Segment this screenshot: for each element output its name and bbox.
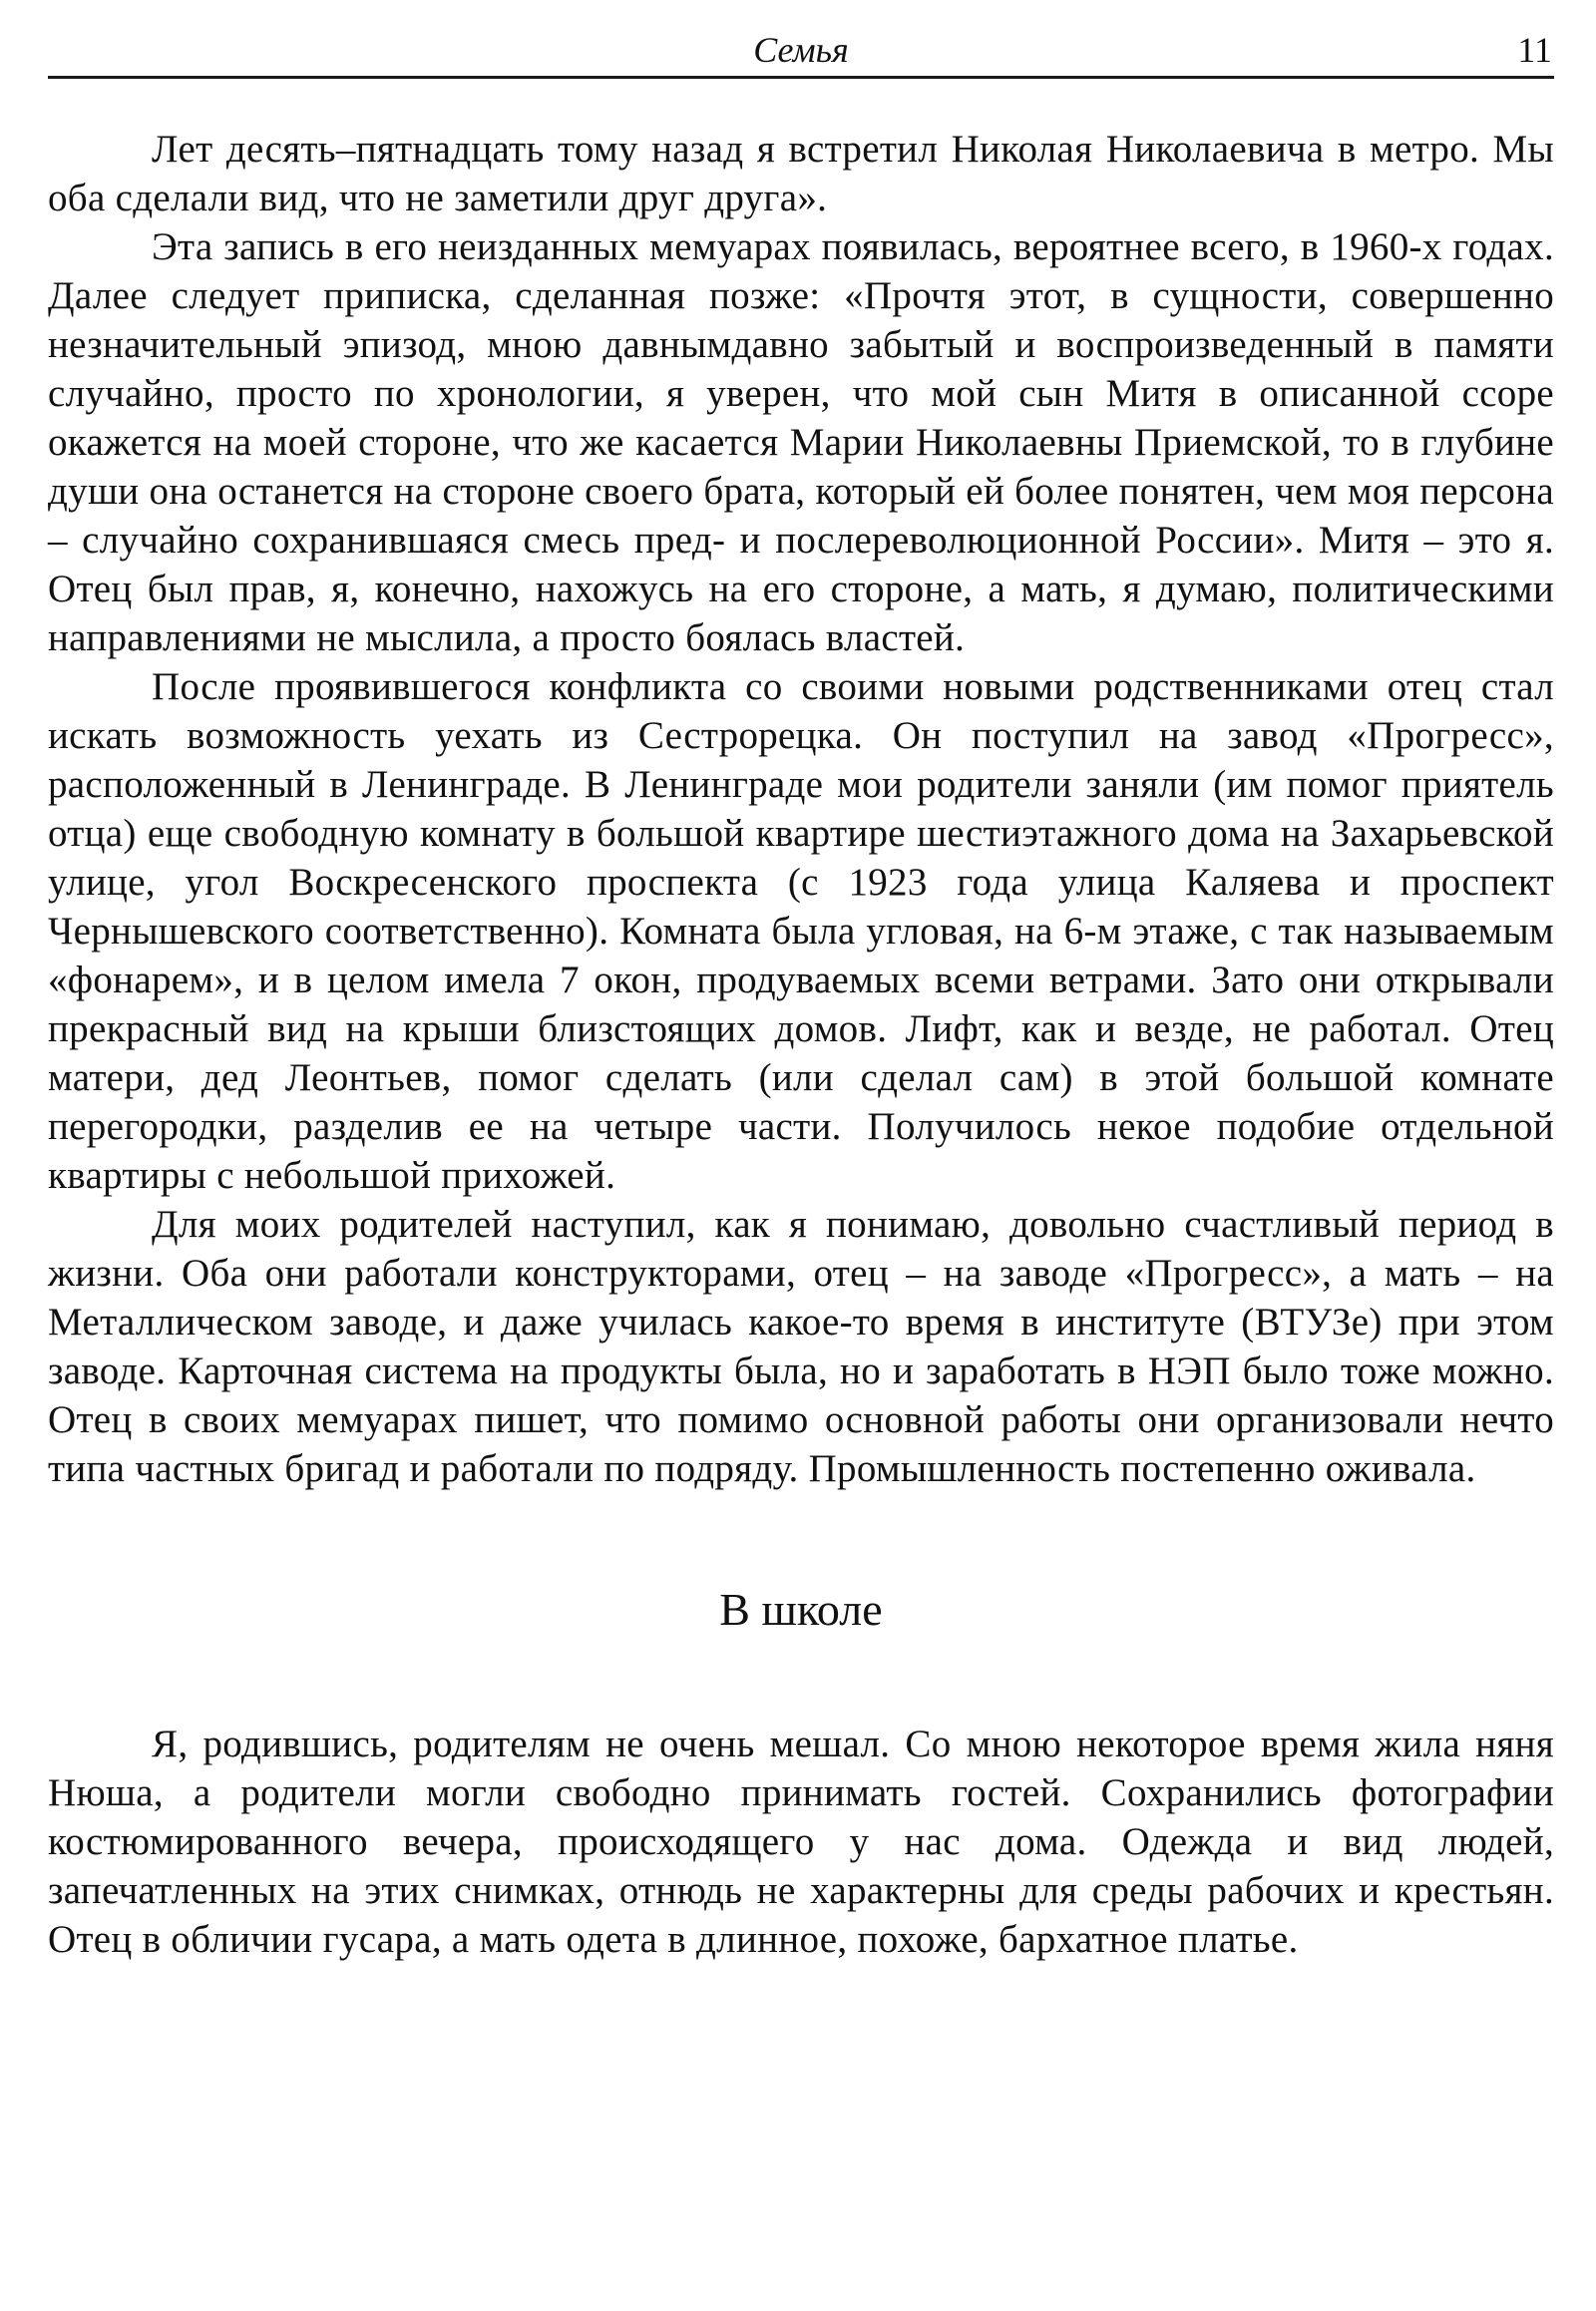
paragraph-2: Эта запись в его неизданных мемуарах появилась, вероятнее всего, в 1960-х годах. Далее следует приписка, сделанная позже: «Прочтя этот, в сущности, совершенно незначительный эпизод, мною давнымдавно забытый и воспроизведенный в памяти случайно, просто по хронологии, я уверен, что мой сын Митя в описанной ссоре окажется на моей стороне, что же касается Марии Николаевны Приемской, то в глубине души она останется на стороне своего брата, который ей более понятен, чем моя персона – случайно сохранившаяся смесь пред- и послереволюционной России». Митя – это я. Отец был прав, я, конечно, нахожусь на его стороне, а мать, я думаю, политическими направлениями не мыслила, а просто боялась властей.	[48, 225, 1554, 659]
paragraph-3: После проявившегося конфликта со своими новыми родственниками отец стал искать возможность уехать из Сестрорецка. Он поступил на завод «Прогресс», расположенный в Ленинграде. В Ленинграде мои родители заняли (им помог приятель отца) еще свободную комнату в большой квартире шестиэтажного дома на Захарьевской улице, угол Воскресенского проспекта (с 1923 года улица Каляева и проспект Чернышевского соответственно). Комната была угловая, на 6-м этаже, с так называемым «фонарем», и в целом имела 7 окон, продуваемых всеми ветрами. Зато они открывали прекрасный вид на крыши близстоящих домов. Лифт, как и везде, не работал. Отец матери, дед Леонтьев, помог сделать (или сделал сам) в этой большой комнате перегородки, разделив ее на четыре части. Получилось некое подобие отдельной квартиры с небольшой прихожей.	[48, 665, 1554, 1197]
paragraph-1: Лет десять–пятнадцать тому назад я встретил Николая Николаевича в метро. Мы оба сделали вид, что не заметили друг друга».	[48, 128, 1554, 219]
paragraph-4: Для моих родителей наступил, как я понимаю, довольно счастливый период в жизни. Оба они работали конструкторами, отец – на заводе «Прогресс», а мать – на Металлическом заводе, и даже училась какое-то время в институте (ВТУЗе) при этом заводе. Карточная система на продукты была, но и заработать в НЭП было тоже можно. Отец в своих мемуарах пишет, что помимо основной работы они организовали нечто типа частных бригад и работали по подряду. Промышленность постепенно оживала.	[48, 1203, 1554, 1490]
section-paragraph-1: Я, родившись, родителям не очень мешал. Со мною некоторое время жила няня Нюша, а родители могли свободно принимать гостей. Сохранились фотографии костюмированного вечера, происходящего у нас дома. Одежда и вид людей, запечатленных на этих снимках, отнюдь не характерны для среды рабочих и крестьян. Отец в обличии гусара, а мать одета в длинное, похоже, бархатное платье.	[48, 1723, 1554, 1961]
running-header	[48, 0, 1554, 79]
section-heading: В школе	[719, 1584, 883, 1635]
book-page	[48, 0, 1554, 2311]
page-number: 11	[1517, 30, 1552, 70]
running-title: Семья	[753, 30, 849, 70]
page-body	[48, 125, 1554, 1964]
